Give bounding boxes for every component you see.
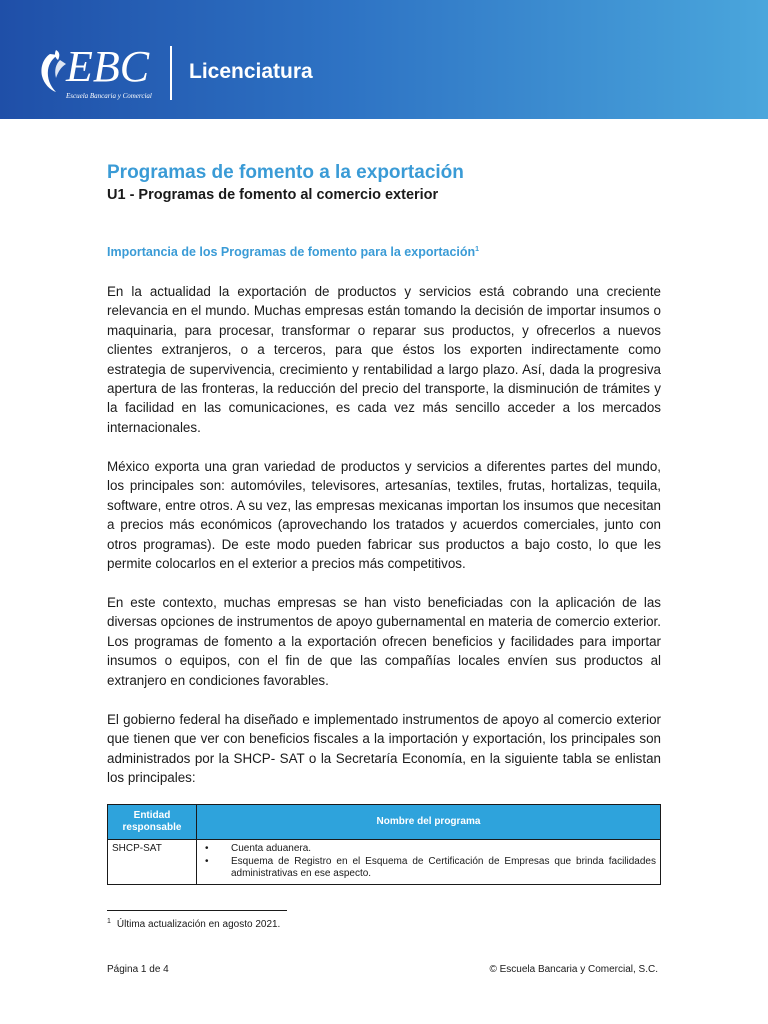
paragraph-2: México exporta una gran variedad de productos y servicios a diferentes partes del mundo, los principales son: automóviles, televisores, artesanías, textiles, frutas, hortalizas, tequila, software, entre otros. A su vez, las empresas mexicanas importan los insumos que necesitan a precios más económicos (aprovechando los tratados y acuerdos comerciales, junto con otros programas). De este modo pueden fabricar sus productos a bajo costo, lo que les permite colocarlos en el exterior a precios más competitivos. <box>107 459 661 572</box>
logo-text: EBC <box>66 42 150 91</box>
header-entity: Entidad responsable <box>108 805 197 840</box>
section-heading <box>107 244 479 260</box>
footnote-divider <box>107 910 287 911</box>
header-divider <box>170 46 172 100</box>
paragraph-3: En este contexto, muchas empresas se han visto beneficiadas con la aplicación de las diversas opciones de instrumentos de apoyo gubernamental en materia de comercio exterior. Los programas de fomento a la exportación ofrecen beneficios y facilidades para importar insumos o equipos, con el fin de que las compañías locales envíen sus productos al extranjero en condiciones favorables. <box>107 595 661 688</box>
page-number: Página 1 de 4 <box>107 964 169 975</box>
footnote-reference[interactable]: 1 <box>475 245 480 253</box>
paragraph-1: En la actualidad la exportación de productos y servicios está cobrando una creciente relevancia en el mundo. Muchas empresas están tomando la decisión de importar insumos o maquinaria, para procesar, transformar o reparar sus productos, y ofrecerlos a nuevos clientes extranjeros, o a terceros, para que éstos los exporten indirectamente como estrategia de supervivencia, crecimiento y rentabilidad a largo plazo. Así, dada la progresiva apertura de las fronteras, la reducción del precio del transporte, la disminución de trámites y la facilidad en las comunicaciones, es cada vez más sencillo acceder a los mercados internacionales. <box>107 284 661 435</box>
section-label: Licenciatura <box>189 60 313 83</box>
paragraph-4: El gobierno federal ha diseñado e implementado instrumentos de apoyo al comercio exterior que tienen que ver con beneficios fiscales a la importación y exportación, los principales son administrados por la SHCP- SAT o la Secretaría Economía, en la siguiente tabla se enlistan los principales: <box>107 712 661 786</box>
table-row <box>108 840 661 885</box>
copyright: © Escuela Bancaria y Comercial, S.C. <box>489 964 658 975</box>
program-list <box>201 843 656 881</box>
ebc-logo <box>36 44 156 104</box>
cell-entity: SHCP-SAT <box>108 840 197 885</box>
logo-subtext: Escuela Bancaria y Comercial <box>66 92 152 100</box>
list-item: • Esquema de Registro en el Esquema de Certificación de Empresas que brinda facilidades administrativas en ese aspecto. <box>225 856 656 881</box>
cell-programs <box>197 840 661 885</box>
programs-table <box>107 804 661 885</box>
footnote <box>107 918 280 931</box>
footnote-mark: 1 <box>107 917 111 925</box>
footnote-text: Última actualización en agosto 2021. <box>116 919 281 930</box>
document-subtitle: U1 - Programas de fomento al comercio exterior <box>107 187 439 203</box>
document-title: Programas de fomento a la exportación <box>107 162 464 183</box>
header-program: Nombre del programa <box>197 805 661 840</box>
header-banner <box>0 0 768 119</box>
table-header-row <box>108 805 661 840</box>
section-heading-text: Importancia de los Programas de fomento para la exportación <box>107 245 476 259</box>
list-item: • Cuenta aduanera. <box>225 843 656 856</box>
